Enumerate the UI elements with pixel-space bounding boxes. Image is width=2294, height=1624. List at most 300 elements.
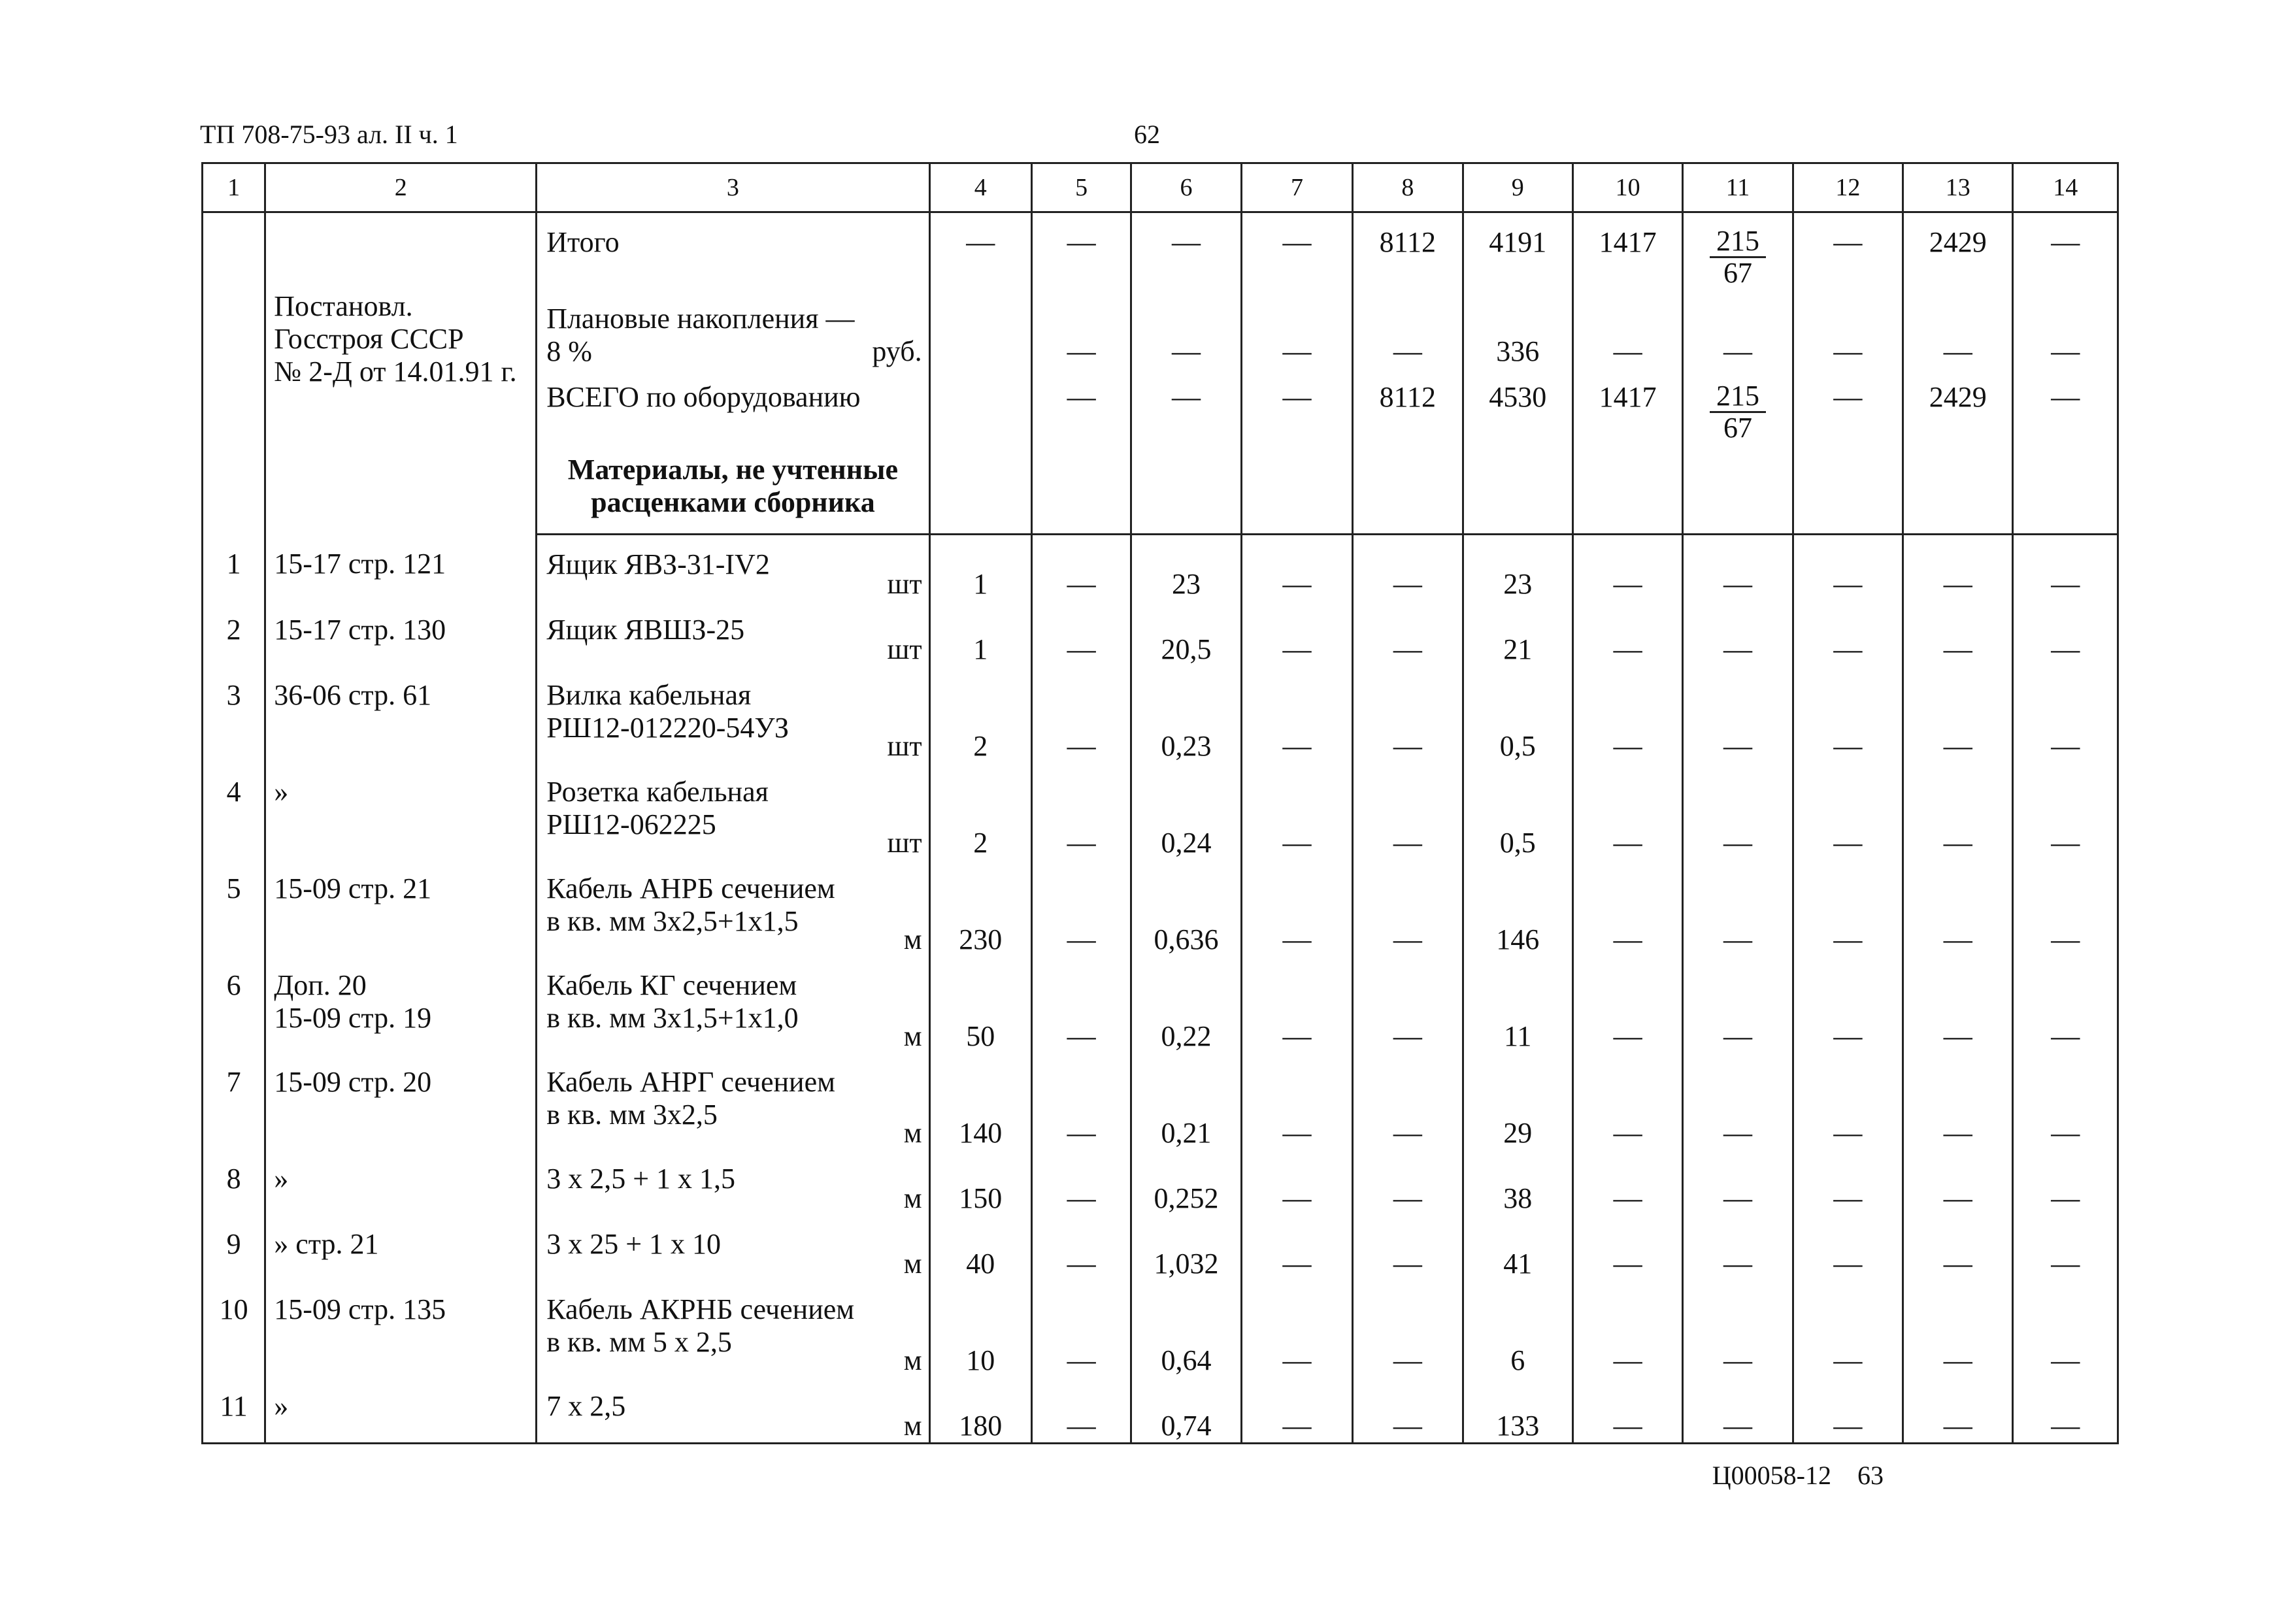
value-c6: 1,032 xyxy=(1154,1248,1219,1280)
value-wrapper xyxy=(1354,1053,1461,1150)
cell-c13 xyxy=(1903,535,2013,601)
cell-c8 xyxy=(1353,601,1463,666)
source-cell xyxy=(265,956,537,1053)
plan-c14-value: — xyxy=(2051,335,2080,367)
value-wrapper xyxy=(2014,535,2117,601)
value-wrapper xyxy=(1132,666,1240,763)
value-c12: — xyxy=(1833,730,1863,762)
value-c6: 0,22 xyxy=(1161,1020,1212,1052)
itogo-c7 xyxy=(1241,212,1352,290)
value-wrapper xyxy=(1574,956,1682,1053)
vsego-c5 xyxy=(1031,368,1131,444)
value-c8: — xyxy=(1393,923,1422,955)
itogo-c9-value: 4191 xyxy=(1489,226,1547,258)
vsego-c13-value: 2429 xyxy=(1929,381,1987,413)
value-wrapper xyxy=(931,1280,1031,1377)
vsego-c14-value: — xyxy=(2051,381,2080,413)
cell-c14 xyxy=(2013,859,2118,956)
cell-c5 xyxy=(1031,601,1131,666)
name-cell xyxy=(537,956,929,1053)
cell-c4 xyxy=(929,1377,1031,1444)
value-wrapper xyxy=(1684,1280,1791,1377)
cell-c7 xyxy=(1241,859,1352,956)
value-c13: — xyxy=(1943,1410,1972,1442)
source-cell xyxy=(265,535,537,601)
value-c8: — xyxy=(1393,1020,1422,1052)
cell-c7 xyxy=(1241,1150,1352,1215)
value-wrapper xyxy=(1132,859,1240,956)
vsego-c6-value: — xyxy=(1172,381,1201,413)
name-wrapper xyxy=(537,666,928,763)
value-c13: — xyxy=(1943,1020,1972,1052)
row-number-cell xyxy=(203,859,265,956)
value-wrapper xyxy=(1033,956,1130,1053)
column-number: 9 xyxy=(1463,163,1572,212)
plan-c13 xyxy=(1903,290,2013,368)
cell-c8 xyxy=(1353,1280,1463,1377)
value-c4: 230 xyxy=(959,923,1003,955)
value-c9: 146 xyxy=(1496,923,1540,955)
cell-c14 xyxy=(2013,601,2118,666)
value-c4: 1 xyxy=(973,633,988,665)
empty-cell xyxy=(1353,444,1463,535)
name-wrapper xyxy=(537,535,928,601)
cell-c10 xyxy=(1572,1377,1682,1444)
value-wrapper xyxy=(1464,1280,1572,1377)
table-row xyxy=(203,1215,2118,1280)
value-c4: 10 xyxy=(966,1344,995,1376)
value-wrapper xyxy=(1794,1053,1902,1150)
value-wrapper xyxy=(1794,535,1902,601)
cell-c13 xyxy=(1903,1377,2013,1444)
value-wrapper xyxy=(931,763,1031,859)
summary-source: Постановл. Госстроя СССР № 2-Д от 14.01.91 г. xyxy=(274,290,517,388)
cell-c9 xyxy=(1463,535,1572,601)
name-cell xyxy=(537,1280,929,1377)
row-number-cell xyxy=(203,1215,265,1280)
column-number: 2 xyxy=(265,163,537,212)
page-number: 62 xyxy=(1134,120,1160,149)
value-c9: 0,5 xyxy=(1499,730,1536,762)
fraction-denominator: 67 xyxy=(1723,257,1752,289)
column-number: 12 xyxy=(1793,163,1903,212)
value-wrapper xyxy=(1464,666,1572,763)
item-unit: м xyxy=(903,1182,922,1214)
plan-c6 xyxy=(1131,290,1241,368)
value-wrapper xyxy=(2014,859,2117,956)
empty-cell xyxy=(1241,444,1352,535)
value-c12: — xyxy=(1833,1410,1863,1442)
value-wrapper xyxy=(1354,601,1461,666)
value-c7: — xyxy=(1282,730,1312,762)
value-wrapper xyxy=(2014,1377,2117,1442)
value-wrapper xyxy=(1033,1280,1130,1377)
value-c6: 0,21 xyxy=(1161,1117,1212,1149)
materials-title-cell xyxy=(537,444,929,535)
plan-c12 xyxy=(1793,290,1903,368)
material-items xyxy=(203,535,2118,1444)
value-wrapper xyxy=(931,956,1031,1053)
value-c8: — xyxy=(1393,1248,1422,1280)
value-c10: — xyxy=(1613,568,1642,600)
column-number: 8 xyxy=(1353,163,1463,212)
itogo-c7-value: — xyxy=(1282,226,1312,258)
value-c14: — xyxy=(2051,1117,2080,1149)
row-number: 10 xyxy=(219,1293,248,1325)
name-wrapper xyxy=(537,1215,928,1280)
value-wrapper xyxy=(1354,1280,1461,1377)
empty-cell xyxy=(1793,444,1903,535)
materials-title: Материалы, не учтенные расценками сборника xyxy=(567,454,899,518)
value-wrapper xyxy=(1794,956,1902,1053)
value-wrapper xyxy=(1354,666,1461,763)
name-cell xyxy=(537,601,929,666)
value-wrapper xyxy=(1904,601,2012,666)
itogo-c12 xyxy=(1793,212,1903,290)
name-cell xyxy=(537,666,929,763)
fraction xyxy=(1710,226,1766,288)
value-wrapper xyxy=(1132,1215,1240,1280)
value-c5: — xyxy=(1067,923,1096,955)
value-wrapper xyxy=(1464,1150,1572,1215)
value-wrapper xyxy=(1574,601,1682,666)
cell-c4 xyxy=(929,535,1031,601)
value-c7: — xyxy=(1282,1020,1312,1052)
value-c9: 29 xyxy=(1503,1117,1533,1149)
cell-c14 xyxy=(2013,535,2118,601)
cell-c11 xyxy=(1683,1280,1793,1377)
column-number: 5 xyxy=(1031,163,1131,212)
table-row xyxy=(203,601,2118,666)
value-wrapper xyxy=(931,1215,1031,1280)
cell-c5 xyxy=(1031,763,1131,859)
plan-c10 xyxy=(1572,290,1682,368)
value-wrapper xyxy=(1794,763,1902,859)
source-cell xyxy=(265,1053,537,1150)
itogo-c14 xyxy=(2013,212,2118,290)
value-c13: — xyxy=(1943,1248,1972,1280)
fraction-numerator: 215 xyxy=(1710,381,1766,413)
column-number: 13 xyxy=(1903,163,2013,212)
value-wrapper xyxy=(1794,601,1902,666)
value-c11: — xyxy=(1723,730,1752,762)
itogo-c5 xyxy=(1031,212,1131,290)
plan-c11-value: — xyxy=(1723,335,1752,367)
value-c8: — xyxy=(1393,568,1422,600)
value-wrapper xyxy=(1794,859,1902,956)
item-name: Вилка кабельная РШ12-012220-54УЗ xyxy=(546,679,789,744)
value-wrapper xyxy=(931,1377,1031,1442)
cell-c7 xyxy=(1241,1377,1352,1444)
value-c4: 180 xyxy=(959,1410,1003,1442)
footer-page-number: 63 xyxy=(1857,1461,1884,1490)
cell-c13 xyxy=(1903,956,2013,1053)
value-c5: — xyxy=(1067,1410,1096,1442)
cell-c7 xyxy=(1241,535,1352,601)
value-c6: 0,636 xyxy=(1154,923,1219,955)
value-wrapper xyxy=(1354,763,1461,859)
name-wrapper xyxy=(537,1150,928,1215)
value-wrapper xyxy=(1242,1377,1352,1442)
cell-c12 xyxy=(1793,763,1903,859)
plan-c9 xyxy=(1463,290,1572,368)
source-cell xyxy=(265,1150,537,1215)
plan-c5-value: — xyxy=(1067,335,1096,367)
itogo-c13-value: 2429 xyxy=(1929,226,1987,258)
value-c10: — xyxy=(1613,923,1642,955)
cell-c8 xyxy=(1353,859,1463,956)
value-wrapper xyxy=(1904,956,2012,1053)
cell-c13 xyxy=(1903,1215,2013,1280)
name-wrapper xyxy=(537,601,928,666)
cell-c11 xyxy=(1683,956,1793,1053)
value-c6: 0,64 xyxy=(1161,1344,1212,1376)
cell-c6 xyxy=(1131,535,1241,601)
column-number: 4 xyxy=(929,163,1031,212)
value-wrapper xyxy=(1904,535,2012,601)
item-unit: шт xyxy=(887,568,922,600)
value-c11: — xyxy=(1723,1248,1752,1280)
name-wrapper xyxy=(537,859,928,956)
value-wrapper xyxy=(2014,1150,2117,1215)
value-wrapper xyxy=(1464,1215,1572,1280)
column-number: 3 xyxy=(537,163,929,212)
row-number: 9 xyxy=(226,1228,241,1260)
source-cell xyxy=(265,859,537,956)
empty-cell xyxy=(1463,444,1572,535)
value-wrapper xyxy=(1574,763,1682,859)
value-c13: — xyxy=(1943,568,1972,600)
value-wrapper xyxy=(1132,1280,1240,1377)
cell-c11 xyxy=(1683,859,1793,956)
cell-c5 xyxy=(1031,956,1131,1053)
value-wrapper xyxy=(931,1053,1031,1150)
cell-c12 xyxy=(1793,956,1903,1053)
cell-c11 xyxy=(1683,535,1793,601)
column-number: 14 xyxy=(2013,163,2118,212)
cell-c12 xyxy=(1793,1150,1903,1215)
item-name: 3 х 2,5 + 1 х 1,5 xyxy=(546,1163,736,1195)
value-c4: 1 xyxy=(973,568,988,600)
value-wrapper xyxy=(1904,1053,2012,1150)
value-wrapper xyxy=(1904,763,2012,859)
item-unit: м xyxy=(903,923,922,955)
itogo-c9 xyxy=(1463,212,1572,290)
value-wrapper xyxy=(1574,666,1682,763)
value-wrapper xyxy=(1464,956,1572,1053)
value-c5: — xyxy=(1067,1248,1096,1280)
itogo-c10 xyxy=(1572,212,1682,290)
cell-c5 xyxy=(1031,1377,1131,1444)
plan-c5 xyxy=(1031,290,1131,368)
cell-c4 xyxy=(929,1215,1031,1280)
plan-c7-value: — xyxy=(1282,335,1312,367)
cell-c4 xyxy=(929,859,1031,956)
summary-source-cell xyxy=(265,212,537,535)
value-c12: — xyxy=(1833,1344,1863,1376)
plan-c10-value: — xyxy=(1613,335,1642,367)
name-cell xyxy=(537,859,929,956)
cell-c5 xyxy=(1031,1053,1131,1150)
value-wrapper xyxy=(1132,1053,1240,1150)
plan-c12-value: — xyxy=(1833,335,1863,367)
source-reference: 15-17 стр. 121 xyxy=(274,547,446,580)
row-number: 2 xyxy=(226,614,241,646)
cell-c4 xyxy=(929,601,1031,666)
vsego-c12 xyxy=(1793,368,1903,444)
value-wrapper xyxy=(1242,1150,1352,1215)
value-c10: — xyxy=(1613,633,1642,665)
cell-c8 xyxy=(1353,763,1463,859)
value-wrapper xyxy=(1242,666,1352,763)
value-wrapper xyxy=(1354,956,1461,1053)
source-cell xyxy=(265,763,537,859)
value-wrapper xyxy=(1574,859,1682,956)
value-c6: 23 xyxy=(1172,568,1201,600)
plan-c13-value: — xyxy=(1943,335,1972,367)
cell-c6 xyxy=(1131,956,1241,1053)
value-c9: 6 xyxy=(1510,1344,1525,1376)
vsego-c4 xyxy=(929,368,1031,444)
plan-name-cell xyxy=(537,290,929,368)
value-c14: — xyxy=(2051,633,2080,665)
value-wrapper xyxy=(1794,666,1902,763)
value-wrapper xyxy=(931,535,1031,601)
cell-c13 xyxy=(1903,1053,2013,1150)
source-reference: 36-06 стр. 61 xyxy=(274,679,432,711)
value-c11: — xyxy=(1723,1020,1752,1052)
value-c12: — xyxy=(1833,1248,1863,1280)
vsego-c12-value: — xyxy=(1833,381,1863,413)
item-unit: м xyxy=(903,1410,922,1442)
row-number-cell xyxy=(203,1150,265,1215)
value-wrapper xyxy=(931,1150,1031,1215)
cell-c14 xyxy=(2013,666,2118,763)
value-c14: — xyxy=(2051,1344,2080,1376)
value-wrapper xyxy=(1132,1377,1240,1442)
cell-c12 xyxy=(1793,535,1903,601)
value-wrapper xyxy=(1684,763,1791,859)
source-cell xyxy=(265,601,537,666)
column-number: 1 xyxy=(203,163,265,212)
cell-c10 xyxy=(1572,763,1682,859)
cell-c10 xyxy=(1572,1150,1682,1215)
value-c4: 40 xyxy=(966,1248,995,1280)
value-c11: — xyxy=(1723,633,1752,665)
cell-c10 xyxy=(1572,1280,1682,1377)
empty-cell xyxy=(929,444,1031,535)
value-c10: — xyxy=(1613,1410,1642,1442)
value-c8: — xyxy=(1393,1344,1422,1376)
value-c4: 2 xyxy=(973,827,988,859)
column-number: 7 xyxy=(1241,163,1352,212)
row-number-cell xyxy=(203,1053,265,1150)
value-wrapper xyxy=(1354,1150,1461,1215)
item-unit: м xyxy=(903,1020,922,1052)
value-c14: — xyxy=(2051,1410,2080,1442)
plan-c8-value: — xyxy=(1393,335,1422,367)
value-c10: — xyxy=(1613,730,1642,762)
itogo-c13 xyxy=(1903,212,2013,290)
page-footer xyxy=(1712,1463,1884,1489)
itogo-c6 xyxy=(1131,212,1241,290)
value-c5: — xyxy=(1067,1117,1096,1149)
cell-c12 xyxy=(1793,1280,1903,1377)
cell-c6 xyxy=(1131,601,1241,666)
value-wrapper xyxy=(1242,535,1352,601)
value-wrapper xyxy=(1684,1377,1791,1442)
value-wrapper xyxy=(1684,1215,1791,1280)
cell-c13 xyxy=(1903,1280,2013,1377)
source-reference: » xyxy=(274,1163,289,1195)
source-reference: 15-09 стр. 20 xyxy=(274,1066,432,1098)
source-reference: » стр. 21 xyxy=(274,1228,379,1260)
vsego-c10 xyxy=(1572,368,1682,444)
row-number: 1 xyxy=(226,547,241,580)
cell-c12 xyxy=(1793,666,1903,763)
value-c6: 0,74 xyxy=(1161,1410,1212,1442)
item-name: Кабель АНРБ сечением в кв. мм 3х2,5+1х1,5 xyxy=(546,872,835,937)
cell-c7 xyxy=(1241,763,1352,859)
item-name: Кабель АКРНБ сечением в кв. мм 5 х 2,5 xyxy=(546,1293,855,1358)
itogo-label: Итого xyxy=(546,226,620,258)
vsego-c7 xyxy=(1241,368,1352,444)
cell-c14 xyxy=(2013,1377,2118,1444)
cell-c7 xyxy=(1241,1280,1352,1377)
value-wrapper xyxy=(1242,859,1352,956)
value-c12: — xyxy=(1833,1117,1863,1149)
name-cell xyxy=(537,1053,929,1150)
cell-c12 xyxy=(1793,1053,1903,1150)
value-wrapper xyxy=(1242,601,1352,666)
value-wrapper xyxy=(1132,1150,1240,1215)
fraction-numerator: 215 xyxy=(1710,226,1766,258)
row-number-cell xyxy=(203,956,265,1053)
footer-code: Ц00058-12 xyxy=(1712,1461,1831,1490)
value-c8: — xyxy=(1393,633,1422,665)
cell-c7 xyxy=(1241,601,1352,666)
name-cell xyxy=(537,1377,929,1444)
value-c4: 140 xyxy=(959,1117,1003,1149)
value-c7: — xyxy=(1282,1182,1312,1214)
value-wrapper xyxy=(1354,1377,1461,1442)
value-wrapper xyxy=(1684,956,1791,1053)
value-c10: — xyxy=(1613,1020,1642,1052)
cell-c9 xyxy=(1463,1150,1572,1215)
source-reference: 15-17 стр. 130 xyxy=(274,614,446,646)
value-c14: — xyxy=(2051,827,2080,859)
vsego-c10-value: 1417 xyxy=(1599,381,1657,413)
item-unit: м xyxy=(903,1117,922,1149)
cell-c4 xyxy=(929,763,1031,859)
value-wrapper xyxy=(1574,1280,1682,1377)
cell-c6 xyxy=(1131,1377,1241,1444)
cell-c14 xyxy=(2013,763,2118,859)
value-wrapper xyxy=(1354,535,1461,601)
row-number: 7 xyxy=(226,1066,241,1098)
cell-c13 xyxy=(1903,859,2013,956)
itogo-c12-value: — xyxy=(1833,226,1863,258)
value-wrapper xyxy=(1464,1053,1572,1150)
cell-c11 xyxy=(1683,1150,1793,1215)
value-c13: — xyxy=(1943,923,1972,955)
cell-c7 xyxy=(1241,1215,1352,1280)
source-cell xyxy=(265,1377,537,1444)
value-wrapper xyxy=(1242,1215,1352,1280)
value-wrapper xyxy=(1033,1377,1130,1442)
table-row xyxy=(203,1280,2118,1377)
row-number-cell xyxy=(203,666,265,763)
